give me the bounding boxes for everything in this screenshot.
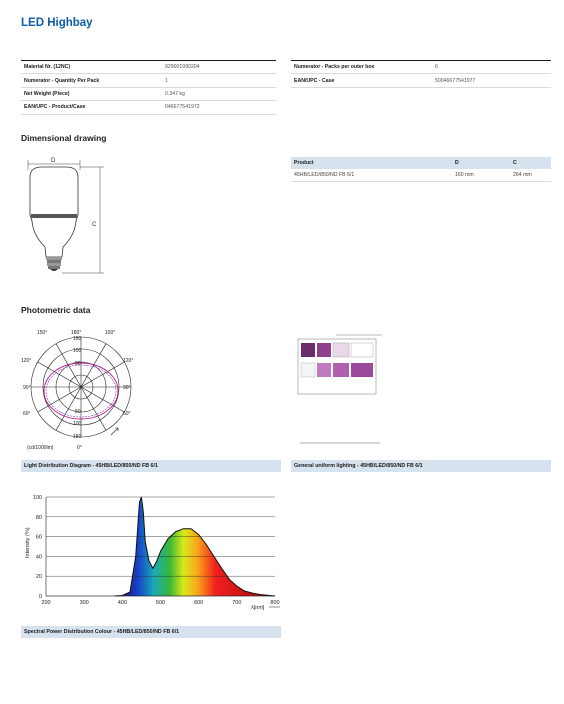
- spectral-y-tick-label: 60: [35, 534, 42, 541]
- dim-header-c: C: [510, 157, 551, 169]
- polar-label-top-center: 180°: [71, 330, 82, 336]
- lamp-outline: [30, 167, 78, 257]
- polar-label-right-120: 120°: [123, 358, 134, 364]
- spectral-x-tick-label: 300: [79, 600, 89, 606]
- table-row: [291, 169, 551, 182]
- spec-label: EAN/UPC - Case: [291, 74, 432, 87]
- polar-label-top-left: 150°: [37, 330, 48, 336]
- spec-value: 0.347 kg: [162, 87, 276, 100]
- dim-cell-d: 160 mm: [452, 169, 510, 182]
- spec-label: EAN/UPC - Product/Case: [21, 101, 162, 114]
- polar-label-bottom: 0°: [77, 445, 82, 451]
- table-row: [21, 101, 276, 114]
- polar-radial-50-top: 50: [75, 361, 81, 367]
- spectral-y-tick-label: 0: [38, 594, 42, 600]
- polar-diagram: [21, 325, 141, 453]
- uniform-lighting-caption: General uniform lighting - 45HB/LED/850/ND FB 6/1: [291, 460, 551, 472]
- polar-radial-150-bottom: 150: [73, 434, 82, 440]
- spec-label: Material Nr. (12NC): [21, 61, 162, 74]
- spectral-x-tick-label: 800: [270, 600, 280, 606]
- polar-label-right-90: 90°: [123, 385, 131, 391]
- spectral-y-tick-label: 20: [35, 574, 42, 581]
- table-row: [291, 74, 551, 87]
- spec-value: 046677541972: [162, 101, 276, 114]
- lamp-ring: [31, 214, 77, 218]
- polar-label-left-60: 60°: [23, 411, 31, 417]
- page-title: LED Highbay: [21, 17, 93, 29]
- dimension-d-label: D: [51, 158, 56, 164]
- spectral-x-tick-label: 700: [232, 600, 242, 606]
- spectral-caption: Spectral Power Distribution Colour - 45HB/LED/850/ND FB 6/1: [21, 626, 281, 638]
- polar-radial-50-bottom: 50: [75, 409, 81, 415]
- polar-label-left-120: 120°: [21, 358, 32, 364]
- spectral-x-tick-label: 400: [117, 600, 127, 606]
- dimension-c-label: C: [92, 222, 97, 228]
- dim-cell-c: 264 mm: [510, 169, 551, 182]
- spec-value: 6: [432, 61, 551, 74]
- spectral-x-tick-label: 500: [155, 600, 166, 606]
- spectral-y-tick-label: 100: [32, 495, 42, 501]
- polar-label-left-90: 90°: [23, 385, 31, 391]
- polar-radial-150-top: 150: [73, 336, 82, 342]
- specs-table-right: [291, 60, 551, 88]
- spec-label: Numerator - Packs per outer box: [291, 61, 432, 74]
- spec-label: Numerator - Quantity Per Pack: [21, 74, 162, 87]
- spectral-x-tick-label: 600: [194, 600, 204, 606]
- spec-value: 1: [162, 74, 276, 87]
- table-row: [21, 87, 276, 100]
- polar-radial-100-bottom: 100: [73, 421, 82, 427]
- dimensional-drawing: [18, 155, 108, 280]
- dimensional-heading: Dimensional drawing: [21, 133, 107, 143]
- spectral-y-tick-label: 80: [35, 514, 42, 521]
- polar-unit-label: (cd/1000lm): [27, 445, 54, 451]
- spectral-x-axis-label: λ[nm]: [251, 605, 265, 611]
- spectral-chart: [18, 488, 283, 613]
- table-row: [21, 74, 276, 87]
- dimension-table: [291, 157, 551, 182]
- dim-header-d: D: [452, 157, 510, 169]
- uniform-lighting-thumbnail: [296, 333, 382, 448]
- light-distribution-caption: Light Distribution Diagram - 45HB/LED/850/ND FB 6/1: [21, 460, 281, 472]
- spectral-x-tick-label: 200: [41, 600, 51, 606]
- table-row: [291, 61, 551, 74]
- photometric-heading: Photometric data: [21, 305, 91, 315]
- spectral-y-tick-label: 40: [35, 554, 42, 561]
- dim-header-product: Product: [291, 157, 452, 169]
- spec-label: Net Weight (Piece): [21, 87, 162, 100]
- spectral-y-axis-label: Intensity (%): [25, 527, 31, 558]
- spec-value: 50046677541977: [432, 74, 551, 87]
- table-row: [21, 61, 276, 74]
- polar-label-right-60: 60°: [123, 411, 131, 417]
- dim-cell-product: 45HB/LED/850/ND FB 6/1: [291, 169, 452, 182]
- specs-table-left: [21, 60, 276, 115]
- spec-value: 929001990204: [162, 61, 276, 74]
- polar-radial-100-top: 100: [73, 348, 82, 354]
- polar-label-top-right: 150°: [105, 330, 116, 336]
